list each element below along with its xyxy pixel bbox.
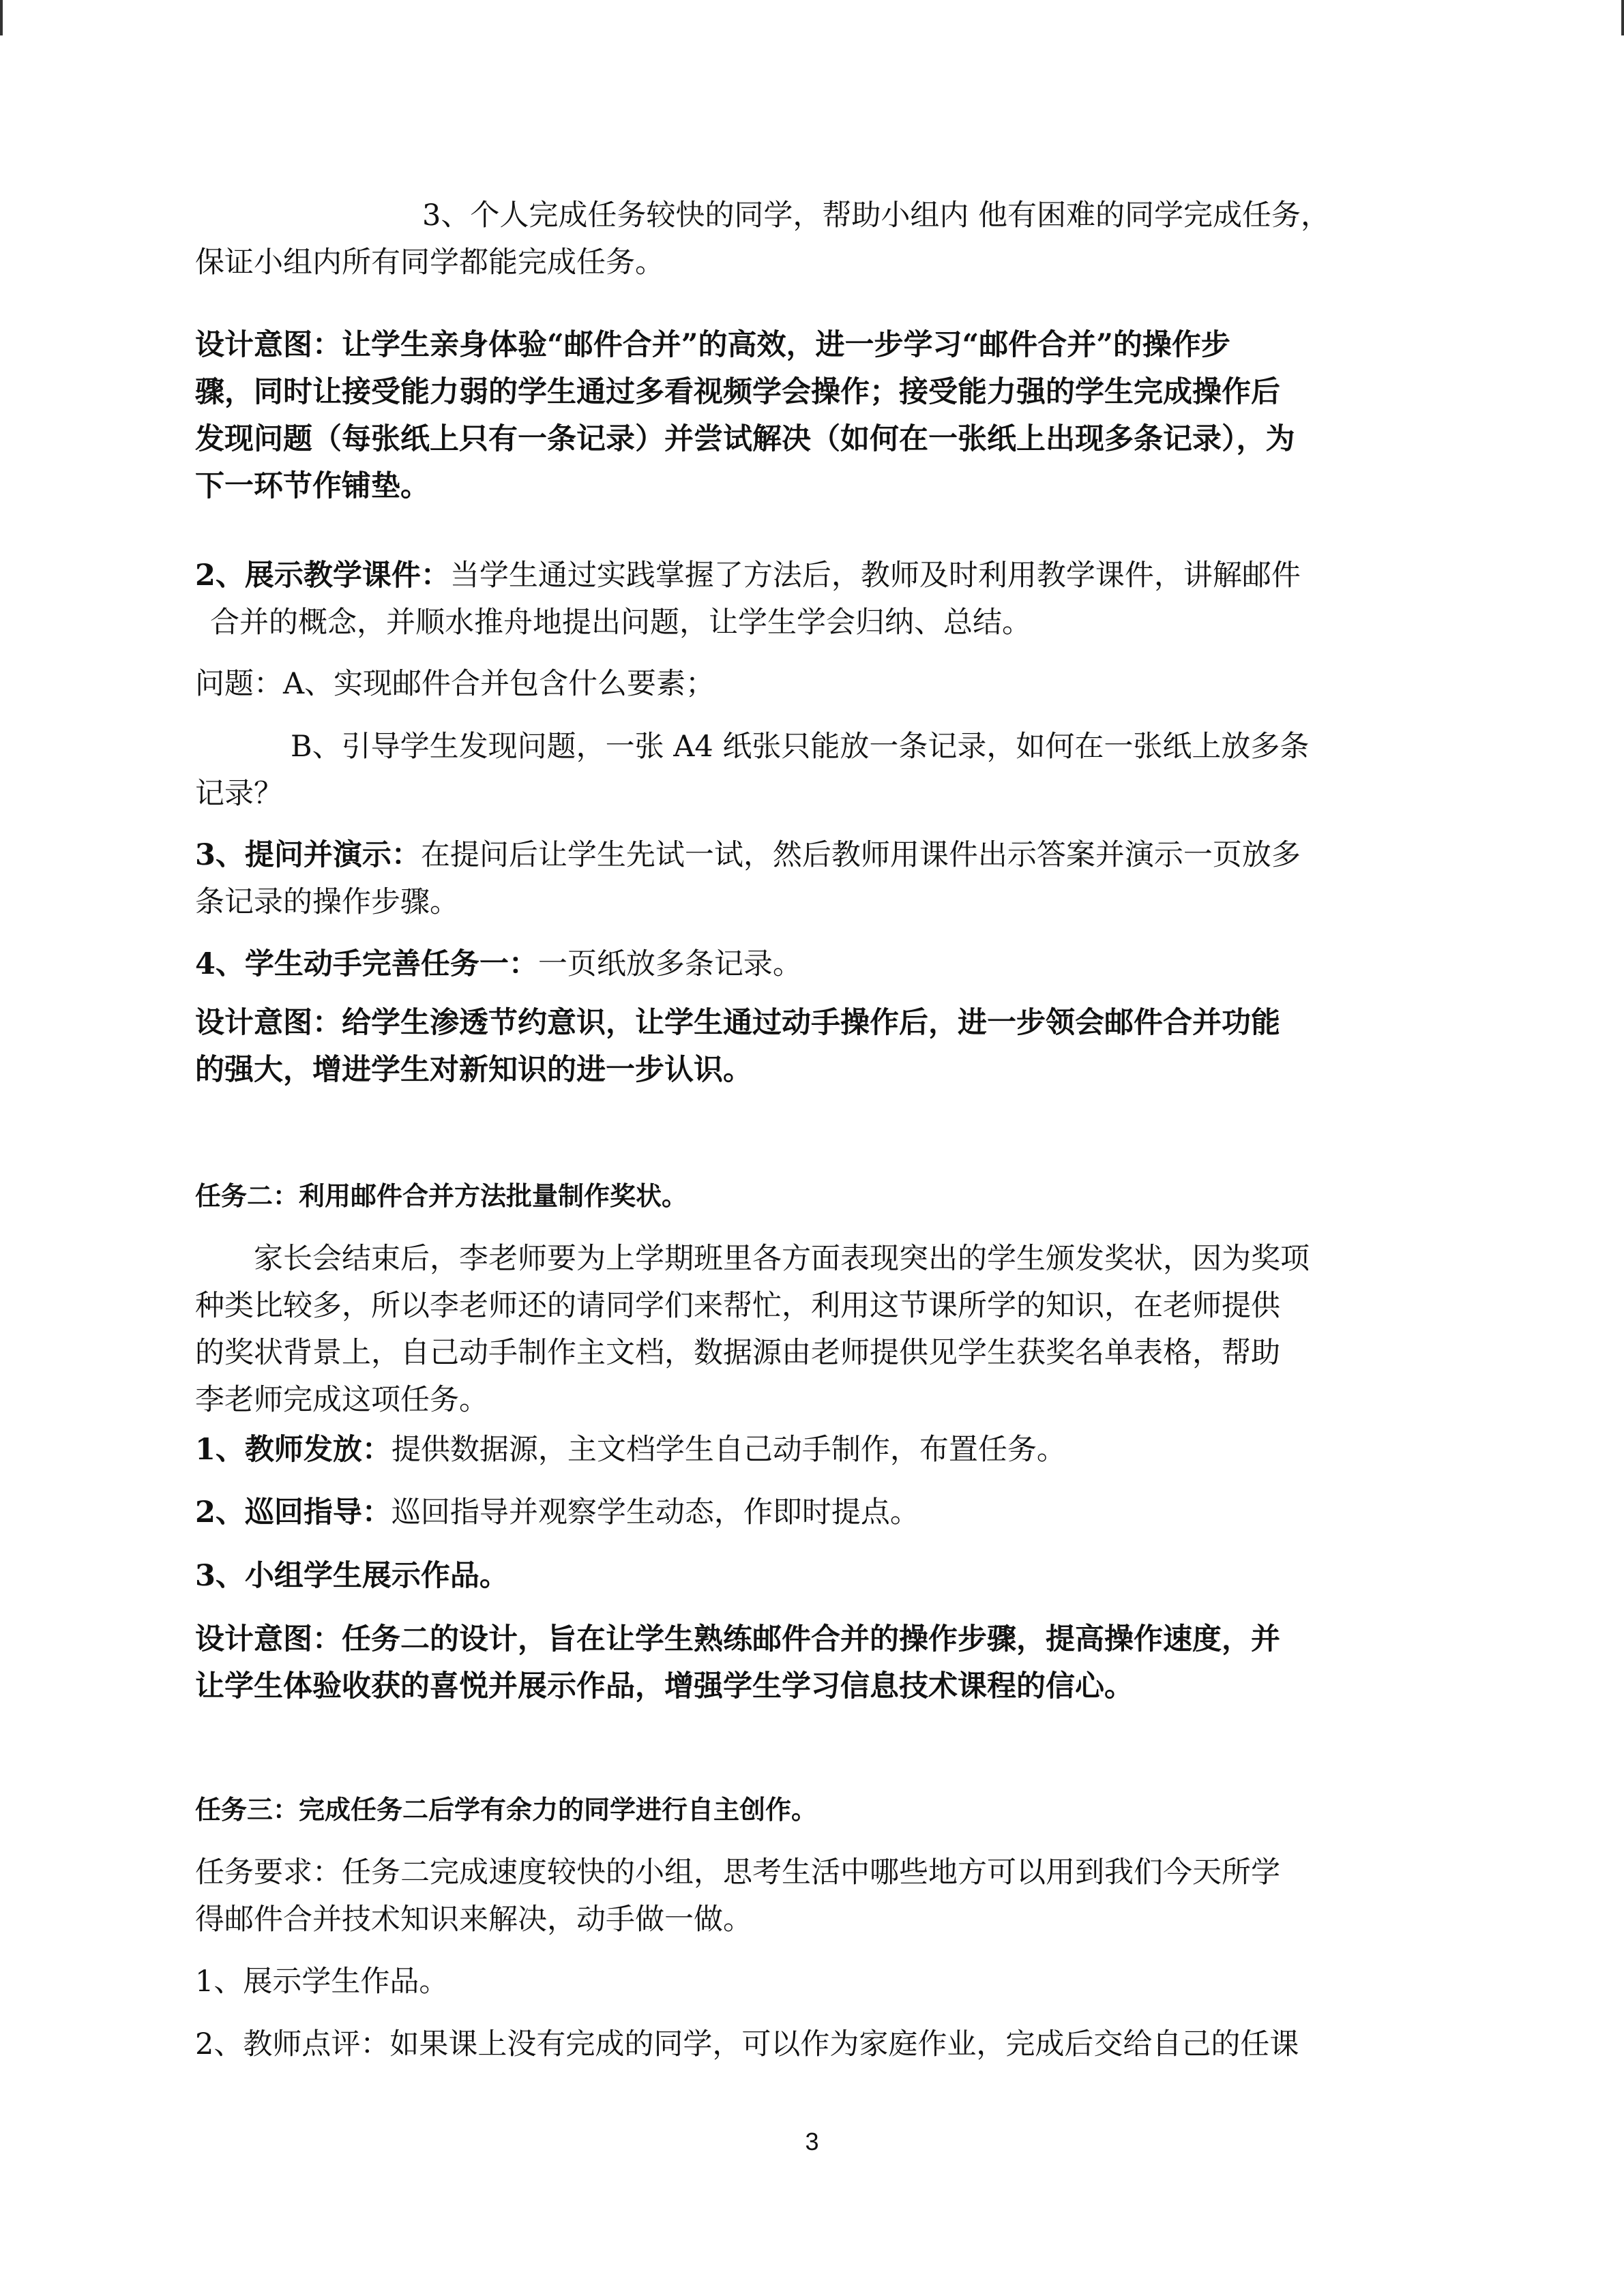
text-line: 1、展示学生作品。 [195,1965,449,1999]
step-text: 巡回指导并观察学生动态，作即时提点。 [391,1495,919,1530]
task3-title [195,1787,1436,1834]
step-label: 2、巡回指导： [195,1495,392,1530]
question-a [195,661,1436,708]
page-edge-mark-right [1621,0,1624,35]
item-show-courseware [195,552,1436,646]
item-ask-demo [195,832,1436,926]
text-line: 发现问题（每张纸上只有一条记录）并尝试解决（如何在一张纸上出现多条记录），为 [195,422,1295,456]
task2-description [195,1236,1436,1424]
item-label: 3、提问并演示： [195,838,421,872]
text-line [195,1427,1436,1474]
text-line: 任务要求：任务二完成速度较快的小组，思考生活中哪些地方可以用到我们今天所学 [195,1855,1280,1890]
text-line: 问题：A、实现邮件合并包含什么要素； [195,667,715,701]
task3-step1 [195,1958,1436,2006]
item-text: 一页纸放多条记录。 [537,947,802,981]
text-line: 任务三：完成任务二后学有余力的同学进行自主创作。 [195,1795,818,1825]
page-edge-mark-left [0,0,3,35]
task2-step1 [195,1427,1436,1474]
paragraph-step3 [195,192,1436,286]
page-number: 3 [805,2128,819,2156]
text-line: 记录？ [195,777,283,811]
design-intent-2 [195,1000,1436,1094]
text-line: 任务二：利用邮件合并方法批量制作奖状。 [195,1181,688,1211]
text-line: 3、个人完成任务较快的同学，帮助小组内 他有困难的同学完成任务， [422,198,1331,233]
item-text: 在提问后让学生先试一试，然后教师用课件出示答案并演示一页放多 [420,838,1301,872]
text-line [195,1489,1436,1536]
step-text: 提供数据源，主文档学生自己动手制作，布置任务。 [391,1433,1066,1467]
text-line: 的奖状背景上，自己动手制作主文档，数据源由老师提供见学生获奖名单表格，帮助 [195,1336,1280,1370]
text-line: B、引导学生发现问题，一张 A4 纸张只能放一条记录，如何在一张纸上放多条 [291,730,1310,764]
text-line: 条记录的操作步骤。 [195,885,459,919]
task2-step2 [195,1489,1436,1536]
text-line: 设计意图：让学生亲身体验“邮件合并”的高效，进一步学习“邮件合并”的操作步 [195,328,1230,362]
task2-step3 [195,1553,1436,1600]
question-b [195,724,1436,818]
item-text: 当学生通过实践掌握了方法后，教师及时利用教学课件，讲解邮件 [449,558,1301,593]
text-line: 骤，同时让接受能力弱的学生通过多看视频学会操作；接受能力强的学生完成操作后 [195,375,1280,409]
task2-title [195,1173,1436,1220]
text-line [195,552,1436,599]
item-label: 2、展示教学课件： [195,558,450,593]
task2-design-intent [195,1616,1436,1710]
task3-step2 [195,2021,1436,2068]
text-line: 让学生体验收获的喜悦并展示作品，增强学生学习信息技术课程的信心。 [195,1669,1134,1703]
text-line: 合并的概念，并顺水推舟地提出问题，让学生学会归纳、总结。 [210,606,1031,640]
step-label: 1、教师发放： [195,1433,392,1467]
text-line [195,832,1436,879]
text-line: 的强大，增进学生对新知识的进一步认识。 [195,1053,752,1087]
design-intent-1 [195,322,1436,510]
text-line: 保证小组内所有同学都能完成任务。 [195,245,664,280]
text-line: 2、教师点评：如果课上没有完成的同学，可以作为家庭作业，完成后交给自己的任课 [195,2027,1299,2061]
item-improve-task1 [195,941,1436,988]
text-line: 设计意图：给学生渗透节约意识，让学生通过动手操作后，进一步领会邮件合并功能 [195,1006,1280,1040]
text-line: 得邮件合并技术知识来解决，动手做一做。 [195,1903,752,1937]
text-line: 家长会结束后，李老师要为上学期班里各方面表现突出的学生颁发奖状，因为奖项 [254,1242,1310,1276]
text-line: 3、小组学生展示作品。 [195,1559,509,1593]
text-line: 下一环节作铺垫。 [195,469,430,503]
item-label: 4、学生动手完善任务一： [195,947,538,981]
task3-requirement [195,1849,1436,1943]
text-line: 设计意图：任务二的设计，旨在让学生熟练邮件合并的操作步骤，提高操作速度，并 [195,1622,1280,1656]
text-line: 种类比较多，所以李老师还的请同学们来帮忙，利用这节课所学的知识，在老师提供 [195,1289,1280,1323]
text-line [195,941,1436,988]
text-line: 李老师完成这项任务。 [195,1383,488,1417]
